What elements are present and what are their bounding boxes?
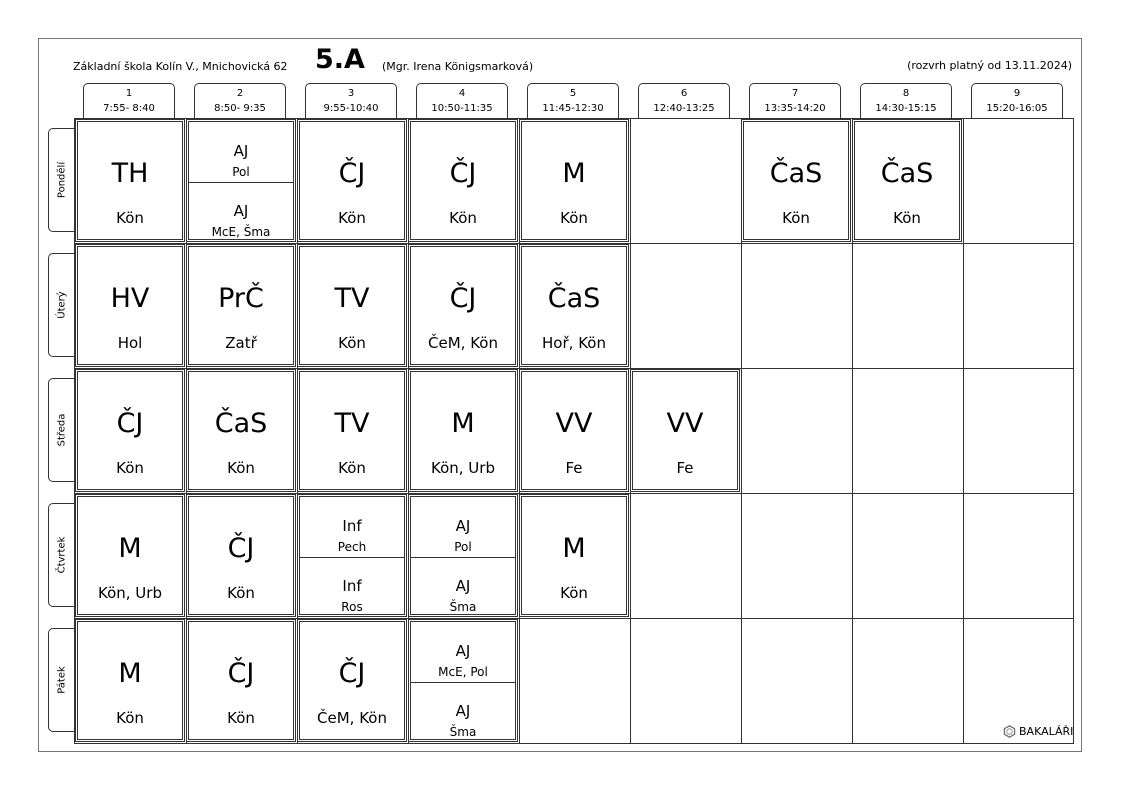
- day-label: Pátek: [56, 666, 67, 694]
- lesson-cell: [188, 121, 294, 240]
- lesson-cell: [299, 121, 405, 240]
- lesson-group-top: [411, 622, 515, 683]
- grid-row-line: [75, 493, 1073, 494]
- lesson-teacher: Zatř: [225, 334, 257, 352]
- lesson-teacher: Kön: [560, 209, 588, 227]
- period-header-1: [83, 83, 175, 118]
- lesson-teacher: Šma: [449, 600, 477, 614]
- lesson-subject: M: [451, 408, 475, 439]
- period-header-6: [638, 83, 730, 118]
- period-time: 11:45-12:30: [542, 103, 604, 114]
- grid-column-line: [519, 119, 520, 743]
- lesson-subject: ČJ: [227, 658, 255, 689]
- lesson-subject: ČJ: [338, 158, 366, 189]
- lesson-cell: [299, 246, 405, 365]
- grid-column-line: [963, 119, 964, 743]
- period-time: 9:55-10:40: [323, 103, 379, 114]
- period-header-9: [971, 83, 1063, 118]
- lesson-group-top: [411, 497, 515, 558]
- lesson-teacher: ČeM, Kön: [317, 709, 387, 727]
- lesson-teacher: Fe: [565, 459, 583, 477]
- grid-row-line: [75, 618, 1073, 619]
- lesson-cell: [410, 496, 516, 615]
- lesson-cell: [188, 621, 294, 740]
- lesson-cell: [77, 121, 183, 240]
- lesson-subject: M: [562, 158, 586, 189]
- period-time: 15:20-16:05: [986, 103, 1048, 114]
- lesson-cell: [521, 371, 627, 490]
- period-header-7: [749, 83, 841, 118]
- lesson-subject: ČJ: [449, 283, 477, 314]
- lesson-teacher: Pech: [337, 540, 367, 554]
- period-header-3: [305, 83, 397, 118]
- lesson-cell: [743, 121, 849, 240]
- lesson-cell: [410, 621, 516, 740]
- day-label: Úterý: [56, 291, 67, 319]
- lesson-subject: ČaS: [880, 158, 934, 189]
- lesson-cell: [188, 246, 294, 365]
- lesson-subject: TH: [111, 158, 149, 189]
- lesson-teacher: Kön: [116, 209, 144, 227]
- lesson-group-top: [300, 497, 404, 558]
- period-header-2: [194, 83, 286, 118]
- period-number: 1: [125, 88, 133, 99]
- period-time: 7:55- 8:40: [103, 103, 155, 114]
- bakalari-logo: [1003, 725, 1073, 738]
- grid-column-line: [297, 119, 298, 743]
- period-header-4: [416, 83, 508, 118]
- lesson-subject: Inf: [342, 517, 362, 535]
- class-teacher: (Mgr. Irena Königsmarková): [382, 60, 534, 73]
- period-time: 13:35-14:20: [764, 103, 826, 114]
- lesson-cell: [299, 371, 405, 490]
- period-number: 8: [902, 88, 910, 99]
- lesson-subject: M: [118, 658, 142, 689]
- lesson-subject: ČJ: [116, 408, 144, 439]
- lesson-cell: [299, 496, 405, 615]
- lesson-subject: HV: [110, 283, 150, 314]
- lesson-teacher: Kön, Urb: [431, 459, 495, 477]
- bakalari-logo-text: BAKALÁŘI: [1019, 725, 1074, 738]
- day-label: Středa: [56, 413, 67, 447]
- lesson-cell: [410, 246, 516, 365]
- day-tab-1: [48, 128, 74, 232]
- lesson-subject: ČaS: [769, 158, 823, 189]
- lesson-cell: [299, 621, 405, 740]
- lesson-teacher: Hol: [117, 334, 143, 352]
- lesson-teacher: Pol: [232, 165, 250, 179]
- period-number: 9: [1013, 88, 1021, 99]
- lesson-group-bottom: [189, 182, 293, 242]
- lesson-subject: AJ: [455, 702, 471, 720]
- lesson-group-top: [189, 122, 293, 183]
- grid-row-line: [75, 368, 1073, 369]
- lesson-teacher: McE, Pol: [438, 665, 488, 679]
- grid-column-line: [408, 119, 409, 743]
- day-label: Čtvrtek: [56, 536, 67, 574]
- lesson-teacher: Kön: [782, 209, 810, 227]
- lesson-subject: ČJ: [449, 158, 477, 189]
- grid-column-line: [186, 119, 187, 743]
- lesson-subject: AJ: [233, 202, 249, 220]
- lesson-subject: ČJ: [338, 658, 366, 689]
- lesson-cell: [188, 496, 294, 615]
- lesson-teacher: Kön: [449, 209, 477, 227]
- day-tab-4: [48, 503, 74, 607]
- period-time: 14:30-15:15: [875, 103, 937, 114]
- school-name: Základní škola Kolín V., Mnichovická 62: [73, 60, 288, 73]
- class-name: 5.A: [315, 44, 365, 75]
- period-number: 3: [347, 88, 355, 99]
- lesson-cell: [521, 246, 627, 365]
- period-number: 4: [458, 88, 466, 99]
- period-number: 6: [680, 88, 688, 99]
- lesson-teacher: Ros: [341, 600, 363, 614]
- lesson-teacher: Kön: [227, 584, 255, 602]
- lesson-subject: ČaS: [214, 408, 268, 439]
- day-tab-5: [48, 628, 74, 732]
- lesson-teacher: Kön: [227, 709, 255, 727]
- grid-row-line: [75, 243, 1073, 244]
- lesson-cell: [854, 121, 960, 240]
- lesson-teacher: Kön: [338, 334, 366, 352]
- lesson-group-bottom: [411, 557, 515, 617]
- lesson-subject: TV: [334, 408, 370, 439]
- lesson-subject: AJ: [233, 142, 249, 160]
- lesson-cell: [521, 496, 627, 615]
- lesson-teacher: Kön: [227, 459, 255, 477]
- lesson-group-bottom: [411, 682, 515, 742]
- lesson-cell: [521, 121, 627, 240]
- lesson-cell: [77, 371, 183, 490]
- day-label: Pondělí: [56, 161, 67, 199]
- lesson-group-bottom: [300, 557, 404, 617]
- period-number: 5: [569, 88, 577, 99]
- lesson-teacher: Kön: [116, 459, 144, 477]
- lesson-subject: M: [118, 533, 142, 564]
- lesson-teacher: Šma: [449, 725, 477, 739]
- period-number: 7: [791, 88, 799, 99]
- lesson-teacher: Kön, Urb: [98, 584, 162, 602]
- lesson-cell: [77, 246, 183, 365]
- lesson-teacher: Hoř, Kön: [542, 334, 606, 352]
- lesson-subject: AJ: [455, 577, 471, 595]
- day-tab-3: [48, 378, 74, 482]
- day-tab-2: [48, 253, 74, 357]
- lesson-cell: [77, 621, 183, 740]
- lesson-teacher: Kön: [116, 709, 144, 727]
- timetable-grid: [74, 118, 1074, 744]
- period-time: 8:50- 9:35: [214, 103, 266, 114]
- lesson-cell: [410, 121, 516, 240]
- lesson-cell: [77, 496, 183, 615]
- lesson-teacher: McE, Šma: [211, 225, 271, 239]
- lesson-subject: ČJ: [227, 533, 255, 564]
- lesson-subject: VV: [555, 408, 593, 439]
- lesson-cell: [632, 371, 738, 490]
- lesson-teacher: Kön: [893, 209, 921, 227]
- bakalari-logo-icon: [1003, 725, 1016, 738]
- grid-column-line: [852, 119, 853, 743]
- lesson-teacher: Kön: [338, 209, 366, 227]
- grid-column-line: [741, 119, 742, 743]
- period-header-5: [527, 83, 619, 118]
- lesson-subject: PrČ: [218, 283, 264, 314]
- lesson-teacher: ČeM, Kön: [428, 334, 498, 352]
- lesson-subject: M: [562, 533, 586, 564]
- period-time: 10:50-11:35: [431, 103, 493, 114]
- period-time: 12:40-13:25: [653, 103, 715, 114]
- lesson-subject: VV: [666, 408, 704, 439]
- validity-date: (rozvrh platný od 13.11.2024): [907, 59, 1072, 72]
- lesson-teacher: Fe: [676, 459, 694, 477]
- lesson-teacher: Kön: [338, 459, 366, 477]
- grid-column-line: [630, 119, 631, 743]
- lesson-subject: Inf: [342, 577, 362, 595]
- lesson-subject: AJ: [455, 642, 471, 660]
- period-header-8: [860, 83, 952, 118]
- lesson-subject: AJ: [455, 517, 471, 535]
- lesson-cell: [410, 371, 516, 490]
- lesson-teacher: Kön: [560, 584, 588, 602]
- lesson-subject: ČaS: [547, 283, 601, 314]
- lesson-cell: [188, 371, 294, 490]
- lesson-teacher: Pol: [454, 540, 472, 554]
- lesson-subject: TV: [334, 283, 370, 314]
- period-number: 2: [236, 88, 244, 99]
